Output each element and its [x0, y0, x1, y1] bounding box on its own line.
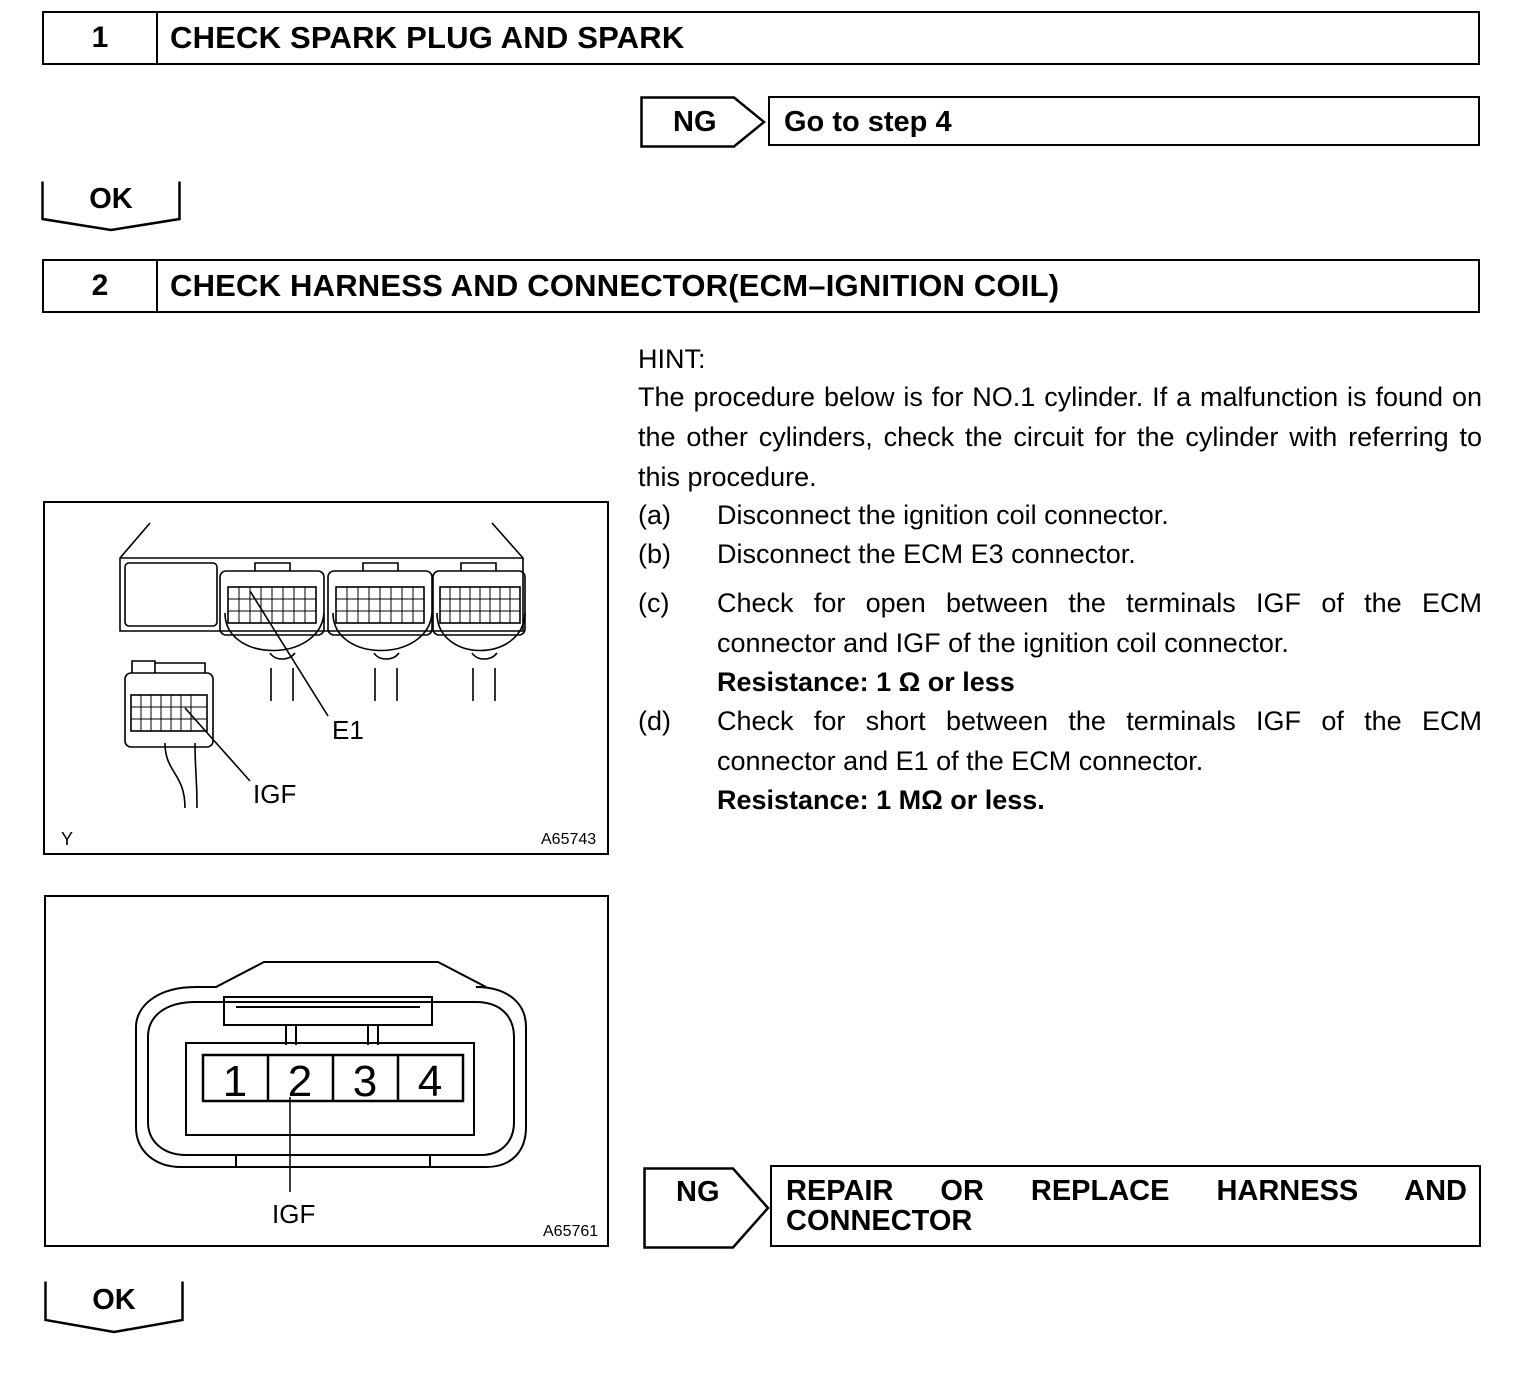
ecm-connector-figure: [43, 501, 609, 855]
figure-code: A65761: [543, 1223, 599, 1240]
step-number: 1: [44, 13, 158, 63]
item-text: Disconnect the ECM E3 connector.: [717, 539, 1136, 569]
ng-action-box: [768, 96, 1480, 146]
coil-connector-drawing: [46, 897, 607, 1245]
item-text: Disconnect the ignition coil connector.: [717, 500, 1169, 530]
item-mark: (c): [638, 588, 670, 618]
step-number: 2: [44, 261, 158, 311]
item-mark: (b): [638, 539, 671, 569]
ecm-connector-drawing: [45, 503, 607, 853]
ng-action-line1: REPAIR OR REPLACE HARNESS AND: [786, 1175, 1467, 1207]
item-mark: (d): [638, 706, 671, 736]
ok-label: OK: [89, 183, 133, 215]
item-text: Check for short between the terminals IGF of the ECM connector and E1 of the ECM connector.: [717, 706, 1482, 776]
figure-corner-mark: Y: [61, 829, 74, 849]
terminal-4: 4: [417, 1057, 443, 1106]
step-title: CHECK SPARK PLUG AND SPARK: [170, 20, 685, 55]
resistance-spec: Resistance: 1 Ω or less: [717, 667, 1015, 697]
procedure-item-b: [638, 535, 1482, 575]
terminal-1: 1: [222, 1057, 248, 1106]
igf-label: IGF: [253, 779, 297, 809]
terminal-2: 2: [287, 1057, 313, 1106]
procedure-item-a: [638, 496, 1482, 536]
figure-code: A65743: [541, 831, 597, 848]
item-text: Check for open between the terminals IGF of the ECM connector and IGF of the ignition coil connector.: [717, 588, 1482, 658]
hint-text: The procedure below is for NO.1 cylinder. If a malfunction is found on the other cylinders, check the circuit for the cylinder with referring to this procedure.: [638, 382, 1482, 492]
igf-label: IGF: [272, 1199, 316, 1229]
procedure-item-c: [638, 584, 1482, 704]
ng-label: NG: [676, 1175, 720, 1208]
item-mark: (a): [638, 500, 671, 530]
ng-action-box: [770, 1165, 1481, 1247]
ng-action-text: Go to step 4: [784, 105, 952, 138]
step-2-header: [42, 259, 1480, 313]
ng-action-line2: CONNECTOR: [786, 1205, 973, 1237]
step-1-header: [42, 11, 1480, 65]
step-title: CHECK HARNESS AND CONNECTOR(ECM–IGNITION COIL): [170, 268, 1060, 303]
ok-label: OK: [92, 1284, 136, 1316]
procedure-item-d: [638, 702, 1482, 822]
e1-label: E1: [332, 715, 364, 745]
ng-label: NG: [673, 105, 717, 138]
hint-label: HINT:: [638, 344, 706, 374]
terminal-3: 3: [352, 1057, 378, 1106]
resistance-spec: Resistance: 1 MΩ or less.: [717, 785, 1045, 815]
ignition-coil-connector-figure: [44, 895, 609, 1247]
